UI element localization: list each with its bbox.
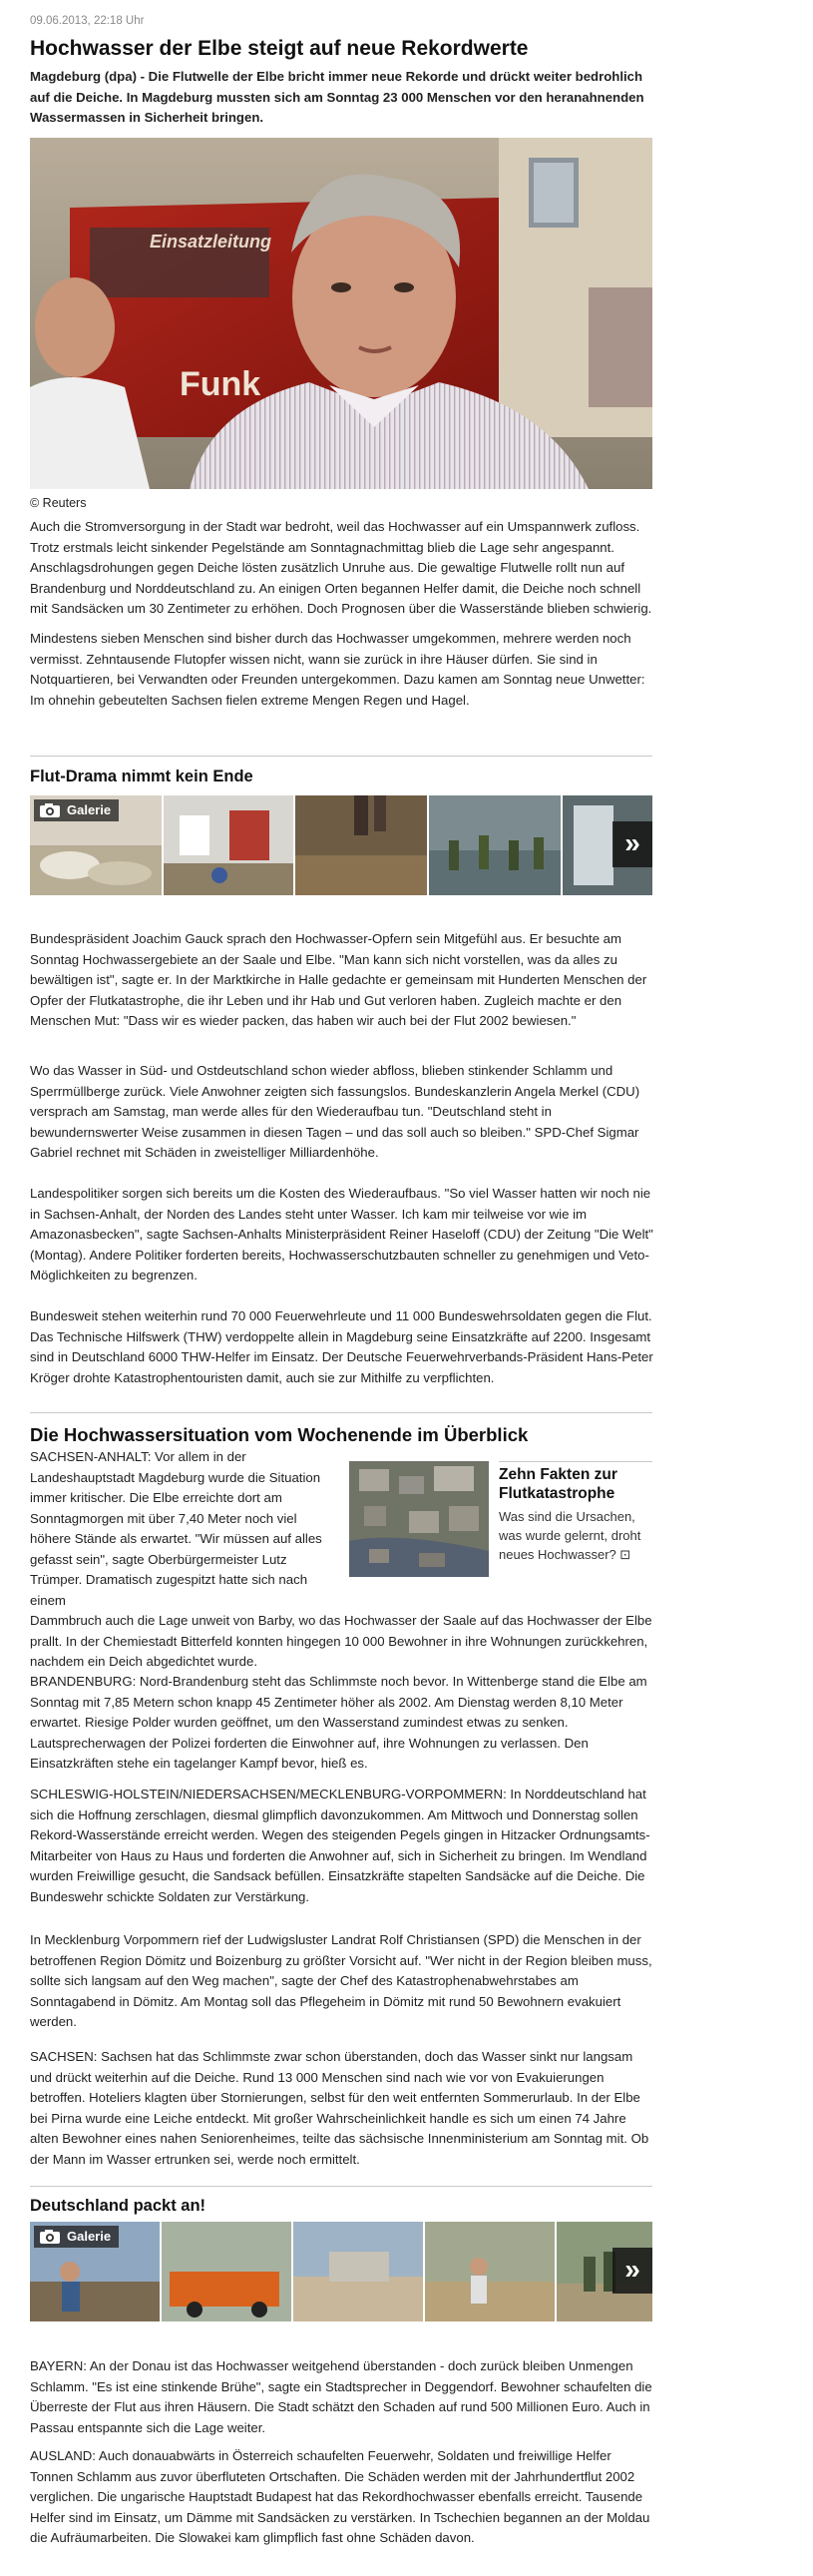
paragraph-9: SCHLESWIG-HOLSTEIN/NIEDERSACHSEN/MECKLENBURG-VORPOMMERN: In Norddeutschland hat sich die Hoffnung zerschlagen, diesmal glimpflich davonzukommen. Am Mittwoch und Donnerstag sollen Rekord-Wasserstände erreicht werden. Wegen des steigenden Pegels gingen in Hitzacker Ordnungsamts-Mitarbeiter von Haus zu Haus und forderten die Anwohner auf, sich in Sicherheit zu bringen. Im Wendland wurden Freiwillige gesucht, die Sandsack befüllen. Einsatzkräfte stapelten Sandsäcke auf die Deiche. Die Bundeswehr schickte Soldaten zur Verstärkung. bbox=[30, 1787, 650, 1904]
gallery-2-next-button[interactable] bbox=[612, 2248, 652, 2294]
paragraph-11: SACHSEN: Sachsen hat das Schlimmste zwar schon überstanden, doch das Wasser sinkt nur langsam und drückt weiterhin auf die Deiche. Rund 13 000 Menschen sind nach wie vor von Evakuierungen betroffen. Hoteliers klagten über Stornierungen, selbst für den weit entfernten Sommerurlaub. In der Elbe bei Pirna wurde eine Leiche entdeckt. Mit großer Wahrscheinlichkeit handle es sich um einen 74 Jahre alten Bewohner eines nahen Seniorenheimes, teilte das sächsische Innenministerium am Sonntag mit. Ob der Mann im Wasser ertrunken sei, werde noch ermittelt. bbox=[30, 2049, 649, 2167]
gallery-2-label[interactable] bbox=[34, 2226, 119, 2248]
hero-image[interactable] bbox=[30, 138, 652, 489]
gallery-1-label[interactable] bbox=[34, 799, 119, 821]
gallery-2-title: Deutschland packt an! bbox=[30, 2197, 206, 2215]
divider bbox=[30, 756, 652, 757]
gallery-1[interactable] bbox=[30, 795, 652, 895]
hero-truck-label-2: Funk bbox=[180, 365, 261, 403]
gallery-1-next-button[interactable] bbox=[612, 821, 652, 867]
facts-teaser-text[interactable]: Was sind die Ursachen, was wurde gelernt, droht neues Hochwasser? ⊡ bbox=[499, 1509, 641, 1562]
chevron-right-icon: » bbox=[624, 827, 640, 858]
divider bbox=[30, 2186, 652, 2187]
paragraph-8: BRANDENBURG: Nord-Brandenburg steht das Schlimmste noch bevor. In Wittenberge stand die Elbe am Sonntag mit 7,85 Metern schon knapp 45 Zentimeter höher als 2002. Am Dienstag werden 8,10 Meter erwartet. Riesige Polder wurden geöffnet, um den Wasserstand zumindest etwas zu senken. Lautsprecherwagen der Polizei forderten die Einwohner auf, ihre Wohnungen zu verlassen. Den Einsatzkräften stehe ein tagelanger Kampf bevor, hieß es. bbox=[30, 1674, 647, 1771]
gallery-2-label-text: Galerie bbox=[67, 2229, 112, 2244]
facts-teaser-thumbnail[interactable] bbox=[349, 1461, 489, 1577]
paragraph-13: AUSLAND: Auch donauabwärts in Österreich schaufelten Feuerwehr, Soldaten und freiwillige Helfer Tonnen Schlamm aus zuvor überfluteten Ortschaften. Die Schäden werden mit der Jahrhundertflut 2002 verglichen. Die ungarische Hauptstadt Budapest hat das Rekordhochwasser ebenfalls erreicht. Tausende Helfer sind im Einsatz, um Dämme mit Sandsäcken zu verstärken. In Tschechien begannen an der Moldau die Aufräumarbeiten. Die Slowakei kam glimpflich fast ohne Schäden davon. bbox=[30, 2448, 650, 2545]
hero-truck-label: Einsatzleitung bbox=[150, 232, 272, 252]
paragraph-7-continued: Dammbruch auch die Lage unweit von Barby, wo das Hochwasser der Saale auf das Hochwasser der Elbe prallt. In der Chemiestadt Bitterfeld konnten hingegen 10 000 Bewohner in ihre Wohnungen zurückkehren, nachdem ein Deich abgedichtet wurde. bbox=[30, 1613, 652, 1669]
section-2-title: Die Hochwassersituation vom Wochenende im Überblick bbox=[30, 1424, 529, 1445]
paragraph-7-left: SACHSEN-ANHALT: Vor allem in der Landeshauptstadt Magdeburg wurde die Situation immer kritischer. Die Elbe erreichte dort am Sonntagmorgen mit über 7,40 Meter noch viel höhere Stände als erwartet. "Wir müssen auf alles gefasst sein", sagte Oberbürgermeister Lutz Trümper. Dramatisch zugespitzt hatte sich nach einem bbox=[30, 1449, 322, 1608]
article-title: Hochwasser der Elbe steigt auf neue Rekordwerte bbox=[30, 37, 529, 60]
divider bbox=[30, 1412, 652, 1413]
facts-teaser-title[interactable]: Zehn Fakten zur Flutkatastrophe bbox=[499, 1466, 617, 1502]
article-lead: Magdeburg (dpa) - Die Flutwelle der Elbe bricht immer neue Rekorde und drückt weiter bedrohlich auf die Deiche. In Magdeburg mussten sich am Sonntag 23 000 Menschen vor den heranahnenden Wassermassen in Sicherheit bringen. bbox=[30, 69, 644, 125]
paragraph-10: In Mecklenburg Vorpommern rief der Ludwigsluster Landrat Rolf Christiansen (SPD) die Menschen in der betroffenen Region Dömitz und Boizenburg zu größter Vorsicht auf. "Wer nicht in der Region bleiben muss, sollte sich langsam auf den Weg machen", sagte der Chef des Katastrophenabwehrstabes am Sonntagabend in Dömitz. Am Montag soll das Pflegeheim in Dömitz mit rund 50 Bewohnern evakuiert werden. bbox=[30, 1932, 652, 2029]
gallery-1-title: Flut-Drama nimmt kein Ende bbox=[30, 768, 253, 785]
facts-teaser-rule bbox=[499, 1461, 652, 1462]
hero-credit: © Reuters bbox=[30, 496, 87, 510]
paragraph-12: BAYERN: An der Donau ist das Hochwasser weitgehend überstanden - doch zurück bleiben Unmengen Schlamm. "Es ist eine stinkende Brühe", sagte ein Stadtsprecher in Deggendorf. Bewohner schaufelten die Überreste der Flut aus ihren Häusern. Die Stadt schätzt den Schaden auf rund 500 Millionen Euro. Auch in Passau entspannte sich die Lage weiter. bbox=[30, 2358, 652, 2435]
chevron-right-icon: » bbox=[624, 2254, 640, 2285]
gallery-2[interactable] bbox=[30, 2222, 652, 2321]
camera-icon bbox=[39, 2229, 61, 2245]
paragraph-6: Bundesweit stehen weiterhin rund 70 000 Feuerwehrleute und 11 000 Bundeswehrsoldaten gegen die Flut. Das Technische Hilfswerk (THW) verdoppelte allein in Magdeburg seine Einsatzkräfte auf 2200. Insgesamt sind in Deutschland 6000 THW-Helfer im Einsatz. Der Deutsche Feuerwehrverbands-Präsident Hans-Peter Kröger drohte Katastrophentouristen damit, auch sie zur Mithilfe zu verpflichten. bbox=[30, 1308, 653, 1385]
paragraph-4: Wo das Wasser in Süd- und Ostdeutschland schon wieder abfloss, blieben stinkender Schlamm und Sperrmüllberge zurück. Viele Anwohner zeigten sich fassungslos. Bundeskanzlerin Angela Merkel (CDU) versprach am Samstag, man werde alles für den Wiederaufbau tun. "Deutschland steht in bewundernswerter Weise zusammen in diesen Tagen – und das soll auch so bleiben." SPD-Chef Sigmar Gabriel rechnet mit Schäden in zweistelliger Milliardenhöhe. bbox=[30, 1063, 640, 1160]
paragraph-1: Auch die Stromversorgung in der Stadt war bedroht, weil das Hochwasser auf ein Umspannwerk zufloss. Trotz erstmals leicht sinkender Pegelstände am Sonntagnachmittag blieb die Lage sehr angespannt. Anschlagsdrohungen gegen Deiche lösten zusätzlich Unruhe aus. Die gewaltige Flutwelle rollt nun auf Brandenburg und Norddeutschland zu. An einigen Orten begannen Helfer damit, die Deiche noch schnell mit Sandsäcken um 30 Zentimeter zu erhöhen. Doch Prognosen über die Wasserstände blieben schwierig. bbox=[30, 519, 652, 616]
article-date: 09.06.2013, 22:18 Uhr bbox=[30, 15, 145, 27]
paragraph-5: Landespolitiker sorgen sich bereits um die Kosten des Wiederaufbaus. "So viel Wasser hatten wir noch nie in Sachsen-Anhalt, der Norden des Landes steht unter Wasser. Ich kam mir teilweise vor wie im Amazonasbecken", sagte Sachsen-Anhalts Ministerpräsident Reiner Haseloff (CDU) der Zeitung "Die Welt" (Montag). Andere Politiker forderten bereits, Hochwasserschutzbauten schneller zu genehmigen und Veto-Möglichkeiten zu begrenzen. bbox=[30, 1186, 653, 1283]
paragraph-3: Bundespräsident Joachim Gauck sprach den Hochwasser-Opfern sein Mitgefühl aus. Er besuchte am Sonntag Hochwassergebiete an der Saale und Elbe. "Man kann sich nicht vorstellen, was da alles zu bewältigen ist", sagte er. In der Marktkirche in Halle gedachte er gemeinsam mit Hunderten Menschen der Opfer der Flutkatastrophe, die ihr Leben und ihr Hab und Gut verloren haben. Zugleich machte er den Menschen Mut: "Dass wir es wieder packen, das haben wir auch bei der Flut 2002 bewiesen." bbox=[30, 931, 647, 1028]
paragraph-2: Mindestens sieben Menschen sind bisher durch das Hochwasser umgekommen, mehrere werden noch vermisst. Zehntausende Flutopfer wissen nicht, wann sie zurück in ihre Häuser dürfen. Sie sind in Notquartieren, bei Verwandten oder Freunden untergekommen. Dazu kamen am Sonntag neue Unwetter: Im ohnehin gebeutelten Sachsen fielen extreme Mengen Regen und Hagel. bbox=[30, 631, 645, 708]
gallery-1-label-text: Galerie bbox=[67, 802, 112, 817]
facts-teaser-box[interactable] bbox=[349, 1461, 652, 1579]
camera-icon bbox=[39, 802, 61, 818]
